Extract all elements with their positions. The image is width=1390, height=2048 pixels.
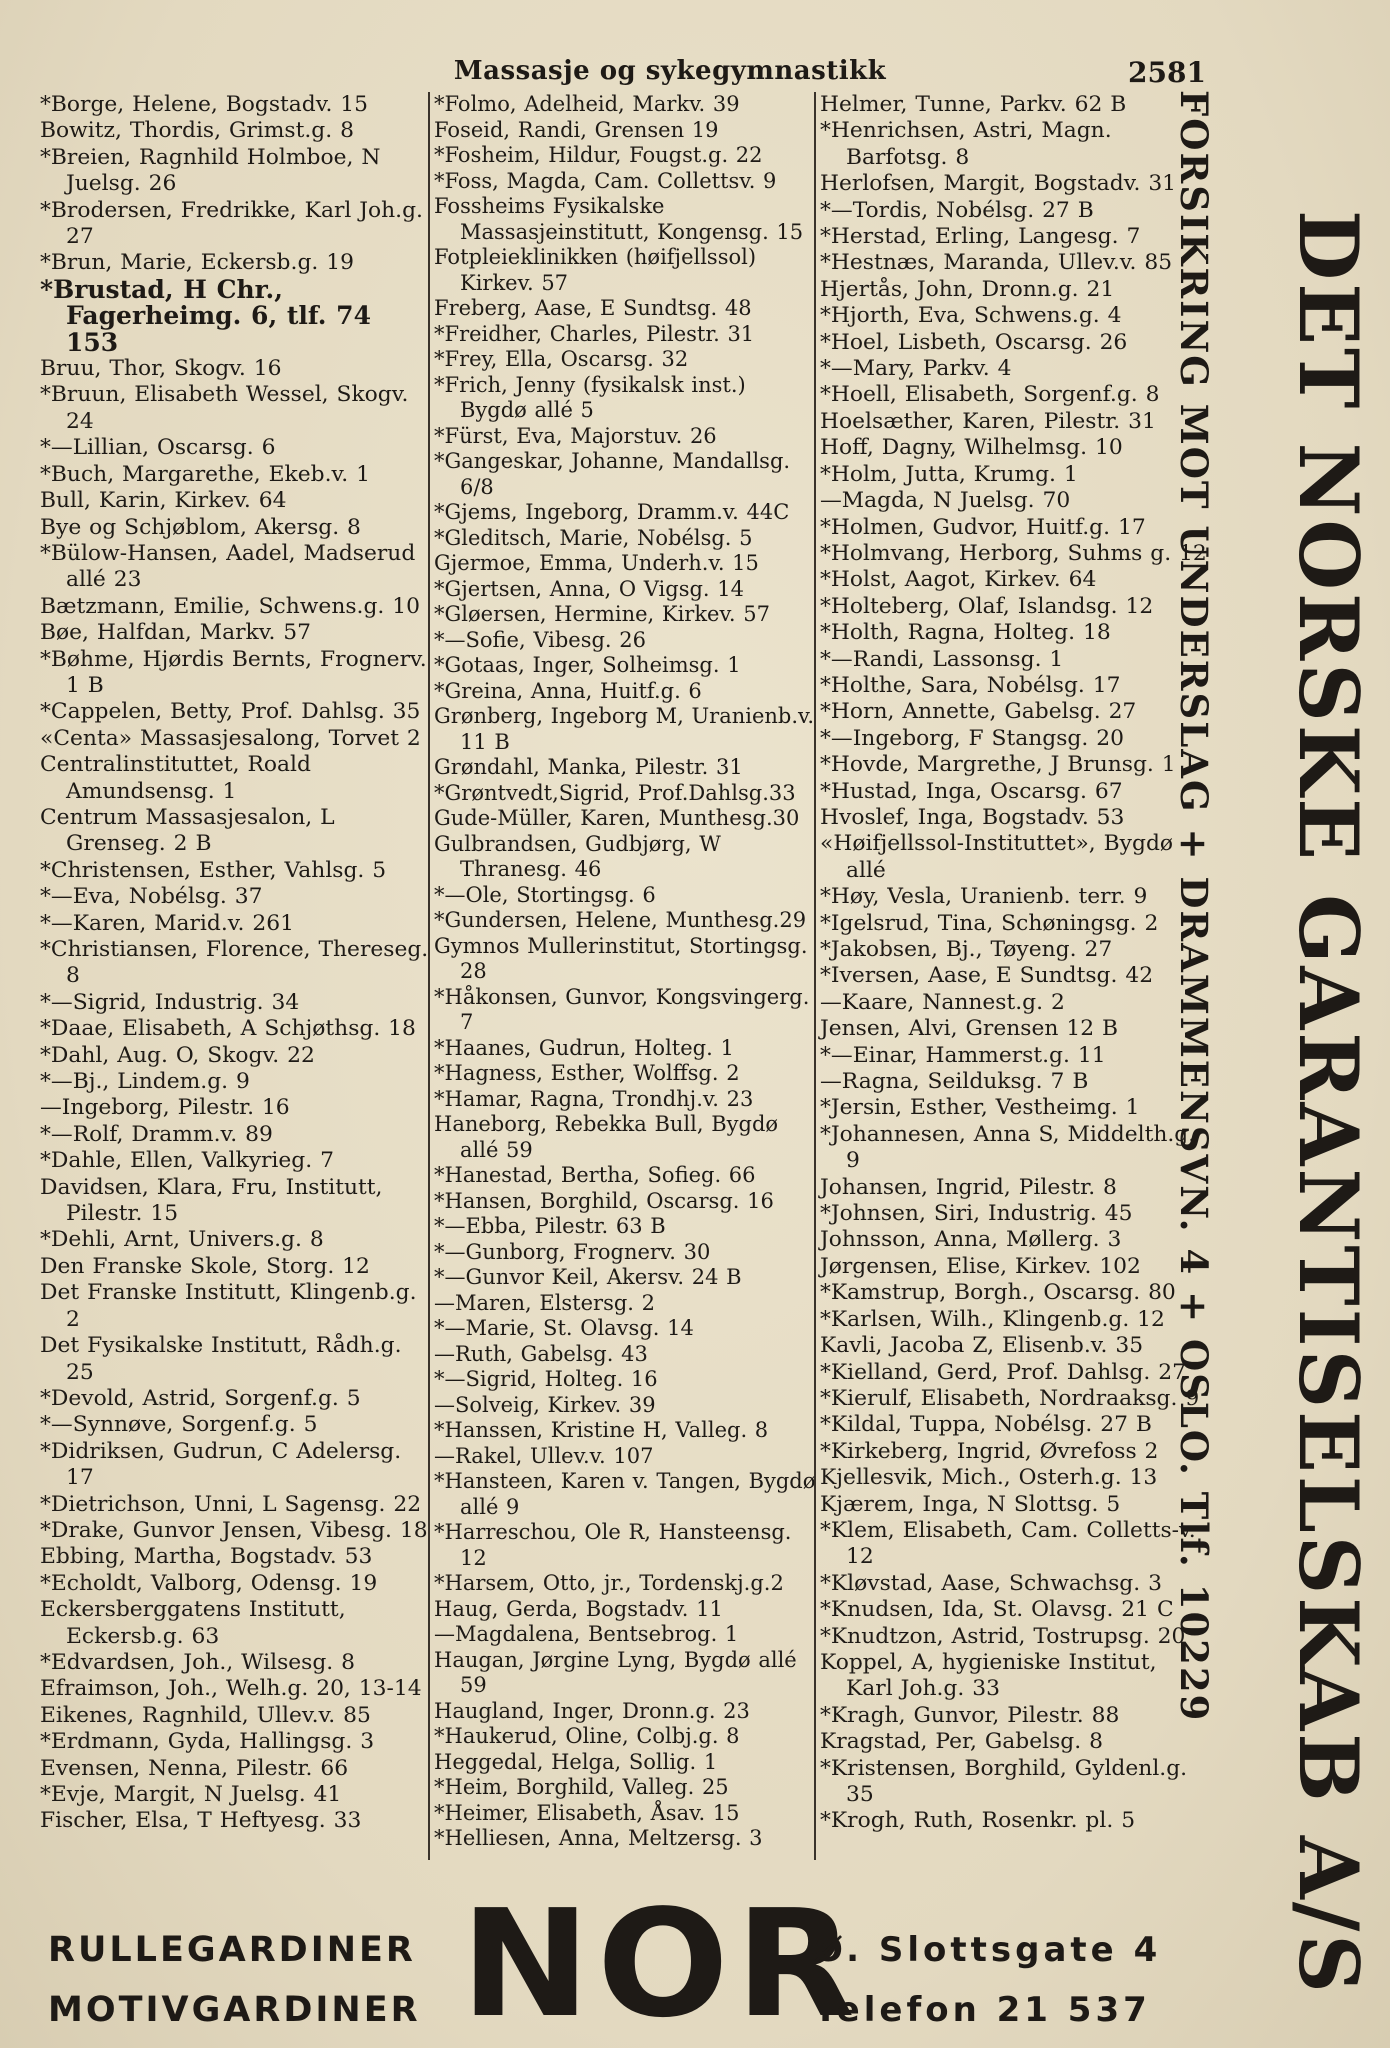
- directory-entry: *Kielland, Gerd, Prof. Dahlsg. 27: [820, 1359, 1186, 1385]
- directory-entry: *Christiansen, Florence, Thereseg. 8: [40, 937, 429, 989]
- directory-entry: *—Tordis, Nobélsg. 27 B: [820, 197, 1094, 223]
- directory-entry: *—Bj., Lindem.g. 9: [40, 1069, 250, 1095]
- directory-entry: —Ruth, Gabelsg. 43: [434, 1341, 648, 1366]
- directory-entry: *—Sigrid, Holteg. 16: [434, 1367, 658, 1391]
- ad-address: Ø. Slottsgate 4: [814, 1930, 1162, 1970]
- directory-entry: —Ingeborg, Pilestr. 16: [40, 1095, 290, 1121]
- directory-entry: Bull, Karin, Kirkev. 64: [40, 488, 287, 514]
- directory-entry: *Folmo, Adelheid, Markv. 39: [434, 92, 740, 116]
- directory-entry: *—Sofie, Vibesg. 26: [434, 627, 646, 652]
- directory-entry: *Horn, Annette, Gabelsg. 27: [820, 699, 1137, 725]
- directory-entry: *Kildal, Tuppa, Nobélsg. 27 B: [820, 1412, 1152, 1438]
- directory-entry: Herlofsen, Margit, Bogstadv. 31: [820, 171, 1177, 197]
- directory-entry: Johnsson, Anna, Møllerg. 3: [820, 1227, 1122, 1253]
- directory-entry: Haugland, Inger, Dronn.g. 23: [434, 1698, 750, 1723]
- directory-entry: Hoelsæther, Karen, Pilestr. 31: [820, 408, 1156, 434]
- directory-entry: *Holteberg, Olaf, Islandsg. 12: [820, 593, 1154, 619]
- directory-entry: *Jakobsen, Bj., Tøyeng. 27: [820, 937, 1113, 962]
- directory-entry: *Bruun, Elisabeth Wessel, Skogv. 24: [40, 382, 409, 434]
- directory-entry: Haug, Gerda, Bogstadv. 11: [434, 1596, 723, 1621]
- directory-entry: *Gundersen, Helene, Munthesg.29: [434, 908, 807, 932]
- directory-entry: «Høifjellssol-Instituttet», Bygdø allé: [820, 831, 1174, 883]
- directory-entry: *Heim, Borghild, Valleg. 25: [434, 1775, 729, 1799]
- directory-entry: *Edvardsen, Joh., Wilsesg. 8: [40, 1649, 356, 1675]
- ad-products: [48, 1920, 448, 2040]
- directory-entry: *—Gunborg, Frognerv. 30: [434, 1239, 711, 1264]
- directory-entry: *—Rolf, Dramm.v. 89: [40, 1121, 273, 1147]
- directory-entry: *Fosheim, Hildur, Fougst.g. 22: [434, 143, 763, 167]
- directory-entry: *Herstad, Erling, Langesg. 7: [820, 224, 1141, 250]
- directory-entry: *Heimer, Elisabeth, Åsav. 15: [434, 1800, 740, 1825]
- directory-entry: *Gjertsen, Anna, O Vigsg. 14: [434, 576, 744, 601]
- directory-entry: *Kristensen, Borghild, Gyldenl.g. 35: [820, 1755, 1188, 1807]
- directory-entry: *Holmen, Gudvor, Huitf.g. 17: [820, 514, 1146, 540]
- ad-phone: Telefon 21 537: [814, 1990, 1151, 2030]
- directory-entry: *Borge, Helene, Bogstadv. 15: [40, 92, 369, 117]
- directory-entry: *Holthe, Sara, Nobélsg. 17: [820, 672, 1121, 698]
- directory-entry: *Evje, Margit, N Juelsg. 41: [40, 1782, 342, 1807]
- directory-entry: *Gangeskar, Johanne, Mandallsg. 6/8: [434, 449, 791, 499]
- directory-entry: Bowitz, Thordis, Grimst.g. 8: [40, 118, 354, 144]
- directory-entry: Det Franske Institutt, Klingenb.g. 2: [40, 1280, 417, 1332]
- directory-entry: Grønberg, Ingeborg M, Uranienb.v. 11 B: [434, 704, 815, 754]
- directory-entry: Gymnos Mullerinstitut, Stortingsg. 28: [434, 933, 808, 983]
- directory-entry: *Didriksen, Gudrun, C Adelersg. 17: [40, 1438, 402, 1491]
- directory-entry: *Krogh, Ruth, Rosenkr. pl. 5: [820, 1808, 1136, 1834]
- directory-entry: *Hamar, Ragna, Trondhj.v. 23: [434, 1086, 754, 1111]
- directory-entry: *Brustad, H Chr., Fagerheimg. 6, tlf. 74 153: [40, 274, 371, 357]
- directory-entry: *Holmvang, Herborg, Suhms g. 12: [820, 540, 1207, 566]
- directory-entry: *Hanestad, Bertha, Sofieg. 66: [434, 1163, 756, 1187]
- directory-entry: *Brodersen, Fredrikke, Karl Joh.g. 27: [40, 197, 423, 250]
- directory-entry: *Høy, Vesla, Uranienb. terr. 9: [820, 884, 1148, 910]
- directory-entry: *Bülow-Hansen, Aadel, Madserud allé 23: [40, 540, 416, 593]
- directory-entry: Davidsen, Klara, Fru, Institutt, Pilestr. 15: [40, 1174, 383, 1227]
- directory-entry: *Cappelen, Betty, Prof. Dahlsg. 35: [40, 699, 421, 725]
- directory-entry: *Foss, Magda, Cam. Collettsv. 9: [434, 168, 777, 193]
- directory-entry: Bruu, Thor, Skogv. 16: [40, 356, 282, 382]
- directory-entry: *Hoell, Elisabeth, Sorgenf.g. 8: [820, 382, 1160, 408]
- directory-entry: *Kamstrup, Borgh., Oscarsg. 80: [820, 1280, 1176, 1306]
- directory-entry: —Magda, N Juelsg. 70: [820, 488, 1071, 514]
- directory-entry: *Knudtzon, Astrid, Tostrupsg. 20: [820, 1623, 1186, 1649]
- directory-entry: *—Ole, Stortingsg. 6: [434, 882, 656, 907]
- directory-entry: *Gotaas, Inger, Solheimsg. 1: [434, 653, 741, 677]
- directory-entry: *Dahle, Ellen, Valkyrieg. 7: [40, 1148, 334, 1174]
- directory-entry: *Hoel, Lisbeth, Oscarsg. 26: [820, 329, 1128, 355]
- directory-entry: *Echoldt, Valborg, Odensg. 19: [40, 1570, 378, 1596]
- directory-entry: Ebbing, Martha, Bogstadv. 53: [40, 1544, 373, 1570]
- directory-entry: *Bøhme, Hjørdis Bernts, Frognerv. 1 B: [40, 646, 427, 698]
- directory-entry: —Magdalena, Bentsebrog. 1: [434, 1622, 739, 1646]
- directory-entry: Hoff, Dagny, Wilhelmsg. 10: [820, 435, 1123, 461]
- directory-entry: Haugan, Jørgine Lyng, Bygdø allé 59: [434, 1647, 797, 1697]
- directory-entry: *Karlsen, Wilh., Klingenb.g. 12: [820, 1306, 1165, 1332]
- directory-entry: *Iversen, Aase, E Sundtsg. 42: [820, 963, 1154, 989]
- directory-entry: *—Marie, St. Olavsg. 14: [434, 1316, 694, 1340]
- directory-entry: *—Ingeborg, F Stangsg. 20: [820, 725, 1124, 751]
- directory-entry: *Hansteen, Karen v. Tangen, Bygdø allé 9: [434, 1469, 816, 1519]
- directory-entry: Koppel, A, hygieniske Institut, Karl Joh.g. 33: [820, 1649, 1157, 1702]
- directory-entry: —Rakel, Ullev.v. 107: [434, 1443, 654, 1468]
- directory-entry: *Greina, Anna, Huitf.g. 6: [434, 678, 702, 703]
- directory-entry: Centrum Massasjesalon, L Grenseg. 2 B: [40, 804, 335, 857]
- directory-entry: *—Ebba, Pilestr. 63 B: [434, 1214, 666, 1238]
- directory-entry: *Holst, Aagot, Kirkev. 64: [820, 567, 1097, 593]
- directory-entry: Eckersberggatens Institutt, Eckersb.g. 63: [40, 1597, 346, 1649]
- directory-entry: *—Mary, Parkv. 4: [820, 356, 1012, 382]
- bottom-advertisement: [0, 1872, 1390, 2048]
- directory-entry: Den Franske Skole, Storg. 12: [40, 1253, 370, 1279]
- directory-entry: Gjermoe, Emma, Underh.v. 15: [434, 551, 759, 575]
- directory-entry: Jørgensen, Elise, Kirkev. 102: [820, 1253, 1141, 1279]
- directory-entry: Eikenes, Ragnhild, Ullev.v. 85: [40, 1702, 371, 1728]
- directory-entry: *Breien, Ragnhild Holmboe, N Juelsg. 26: [40, 144, 381, 197]
- directory-entry: *—Synnøve, Sorgenf.g. 5: [40, 1412, 318, 1438]
- directory-entry: *Frich, Jenny (fysikalsk inst.) Bygdø allé 5: [434, 372, 746, 422]
- directory-entry: *Jersin, Esther, Vestheimg. 1: [820, 1095, 1140, 1121]
- directory-entry: *Devold, Astrid, Sorgenf.g. 5: [40, 1385, 361, 1411]
- directory-entry: «Centa» Massasjesalong, Torvet 2: [40, 725, 421, 751]
- ad-brand-logo: NOR: [460, 1878, 862, 2048]
- directory-entry: *Dehli, Arnt, Univers.g. 8: [40, 1227, 324, 1253]
- directory-entry: *Helliesen, Anna, Meltzersg. 3: [434, 1826, 763, 1850]
- directory-entry: *Fürst, Eva, Majorstuv. 26: [434, 423, 717, 448]
- directory-entry: Bætzmann, Emilie, Schwens.g. 10: [40, 593, 421, 619]
- directory-entry: *Brun, Marie, Eckersb.g. 19: [40, 250, 354, 276]
- directory-entry: Kjærem, Inga, N Slottsg. 5: [820, 1491, 1121, 1517]
- directory-entry: Bye og Schjøblom, Akersg. 8: [40, 514, 361, 540]
- directory-entry: Evensen, Nenna, Pilestr. 66: [40, 1755, 349, 1781]
- directory-entry: Hvoslef, Inga, Bogstadv. 53: [820, 804, 1125, 830]
- directory-entry: Jensen, Alvi, Grensen 12 B: [820, 1016, 1119, 1042]
- directory-entry: *Johannesen, Anna S, Middelth.g. 9: [820, 1121, 1196, 1174]
- side-banner-title: DET NORSKE GARANTISELSKAB A/S: [1280, 210, 1375, 1996]
- directory-entry: *Harsem, Otto, jr., Tordenskj.g.2: [434, 1571, 784, 1595]
- directory-entry: *Gjems, Ingeborg, Dramm.v. 44C: [434, 500, 790, 524]
- directory-entry: *Harreschou, Ole R, Hansteensg. 12: [434, 1520, 792, 1570]
- directory-entry: Fossheims Fysikalske Massasjeinstitutt, Kongensg. 15: [434, 194, 804, 244]
- directory-entry: Fotpleieklinikken (høifjellssol) Kirkev. 57: [434, 245, 757, 295]
- directory-entry: Kjellesvik, Mich., Osterh.g. 13: [820, 1465, 1158, 1491]
- directory-entry: *Kierulf, Elisabeth, Nordraaksg. 9: [820, 1385, 1200, 1411]
- directory-entry: *Klem, Elisabeth, Cam. Colletts-v. 12: [820, 1517, 1196, 1570]
- directory-entry: —Ragna, Seilduksg. 7 B: [820, 1069, 1089, 1095]
- directory-entry: *Grøntvedt,Sigrid, Prof.Dahlsg.33: [434, 780, 796, 805]
- directory-entry: Foseid, Randi, Grensen 19: [434, 117, 719, 142]
- directory-entry: *—Randi, Lassonsg. 1: [820, 646, 1064, 672]
- page-title: Massasje og sykegymnastikk: [453, 56, 887, 86]
- directory-entry: *Kløvstad, Aase, Schwachsg. 3: [820, 1570, 1162, 1596]
- directory-entry: *Frey, Ella, Oscarsg. 32: [434, 347, 689, 371]
- directory-entry: Grøndahl, Manka, Pilestr. 31: [434, 755, 743, 779]
- side-banner-subtitle: FORSIKRING MOT UNDERSLAG + DRAMMENSVN. 4 + OSLO. Tlf. 10229: [1172, 90, 1216, 1723]
- directory-entry: Centralinstituttet, Roald Amundsensg. 1: [40, 752, 311, 804]
- directory-entry: —Maren, Elstersg. 2: [434, 1290, 656, 1315]
- directory-entry: Fischer, Elsa, T Heftyesg. 33: [40, 1808, 362, 1834]
- directory-entry: *Erdmann, Gyda, Hallingsg. 3: [40, 1729, 375, 1755]
- directory-entry: *Daae, Elisabeth, A Schjøthsg. 18: [40, 1016, 416, 1042]
- directory-entry: *—Lillian, Oscarsg. 6: [40, 435, 276, 461]
- directory-entry: *—Karen, Marid.v. 261: [40, 910, 294, 936]
- directory-entry: *—Einar, Hammerst.g. 11: [820, 1042, 1106, 1068]
- directory-entry: —Kaare, Nannest.g. 2: [820, 989, 1065, 1015]
- directory-entry: *Hustad, Inga, Oscarsg. 67: [820, 778, 1123, 804]
- directory-entry: *Holm, Jutta, Krumg. 1: [820, 461, 1078, 487]
- directory-entry: Helmer, Tunne, Parkv. 62 B: [820, 92, 1127, 117]
- directory-entry: *Kragh, Gunvor, Pilestr. 88: [820, 1702, 1120, 1728]
- ad-contact: [814, 1920, 1334, 2040]
- directory-entry: *Freidher, Charles, Pilestr. 31: [434, 321, 755, 346]
- ad-product-line: RULLEGARDINER: [48, 1930, 416, 1970]
- directory-entry: *Gleditsch, Marie, Nobélsg. 5: [434, 525, 753, 550]
- directory-entry: *Hagness, Esther, Wolffsg. 2: [434, 1061, 740, 1085]
- directory-entry: Kavli, Jacoba Z, Elisenb.v. 35: [820, 1333, 1144, 1359]
- directory-entry: *Hansen, Borghild, Oscarsg. 16: [434, 1188, 774, 1213]
- directory-entry: *Knudsen, Ida, St. Olavsg. 21 C: [820, 1597, 1174, 1623]
- directory-entry: Det Fysikalske Institutt, Rådh.g. 25: [40, 1333, 402, 1385]
- directory-column-2: [434, 92, 819, 1852]
- directory-entry: Efraimson, Joh., Welh.g. 20, 13-14: [40, 1676, 422, 1702]
- ad-product-line: MOTIVGARDINER: [48, 1990, 421, 2030]
- page-number: 2581: [1128, 56, 1206, 89]
- directory-entry: *Hjorth, Eva, Schwens.g. 4: [820, 303, 1122, 329]
- directory-entry: *—Eva, Nobélsg. 37: [40, 884, 263, 910]
- directory-entry: *Holth, Ragna, Holteg. 18: [820, 620, 1111, 646]
- directory-column-1: [40, 92, 430, 1835]
- directory-entry: *Dietrichson, Unni, L Sagensg. 22: [40, 1491, 422, 1517]
- directory-entry: —Solveig, Kirkev. 39: [434, 1392, 656, 1417]
- directory-entry: *Buch, Margarethe, Ekeb.v. 1: [40, 461, 370, 487]
- directory-entry: *Hestnæs, Maranda, Ullev.v. 85: [820, 250, 1173, 276]
- directory-entry: Gude-Müller, Karen, Munthesg.30: [434, 806, 800, 830]
- directory-entry: *Kirkeberg, Ingrid, Øvrefoss 2: [820, 1438, 1159, 1464]
- directory-entry: *—Sigrid, Industrig. 34: [40, 989, 300, 1015]
- directory-entry: *Håkonsen, Gunvor, Kongsvingerg. 7: [434, 984, 810, 1034]
- directory-entry: Kragstad, Per, Gabelsg. 8: [820, 1729, 1103, 1755]
- directory-entry: Johansen, Ingrid, Pilestr. 8: [820, 1174, 1117, 1200]
- directory-entry: Bøe, Halfdan, Markv. 57: [40, 620, 312, 646]
- directory-entry: *Igelsrud, Tina, Schøningsg. 2: [820, 910, 1159, 936]
- directory-entry: *Henrichsen, Astri, Magn. Barfotsg. 8: [820, 118, 1112, 170]
- directory-entry: *Hovde, Margrethe, J Brunsg. 1: [820, 752, 1176, 778]
- directory-entry: *—Gunvor Keil, Akersv. 24 B: [434, 1265, 742, 1289]
- directory-entry: Hjertås, John, Dronn.g. 21: [820, 276, 1115, 302]
- directory-entry: Haneborg, Rebekka Bull, Bygdø allé 59: [434, 1112, 779, 1162]
- directory-entry: Gulbrandsen, Gudbjørg, W Thranesg. 46: [434, 831, 721, 881]
- directory-entry: Heggedal, Helga, Sollig. 1: [434, 1749, 718, 1774]
- directory-entry: *Dahl, Aug. O, Skogv. 22: [40, 1042, 315, 1068]
- directory-entry: *Johnsen, Siri, Industrig. 45: [820, 1201, 1133, 1227]
- directory-entry: *Haanes, Gudrun, Holteg. 1: [434, 1035, 734, 1060]
- directory-entry: *Haukerud, Oline, Colbj.g. 8: [434, 1724, 740, 1748]
- directory-entry: *Christensen, Esther, Vahlsg. 5: [40, 857, 387, 883]
- directory-entry: *Drake, Gunvor Jensen, Vibesg. 18: [40, 1517, 428, 1543]
- directory-entry: Freberg, Aase, E Sundtsg. 48: [434, 296, 752, 320]
- directory-entry: *Gløersen, Hermine, Kirkev. 57: [434, 602, 770, 626]
- directory-entry: *Hanssen, Kristine H, Valleg. 8: [434, 1418, 769, 1442]
